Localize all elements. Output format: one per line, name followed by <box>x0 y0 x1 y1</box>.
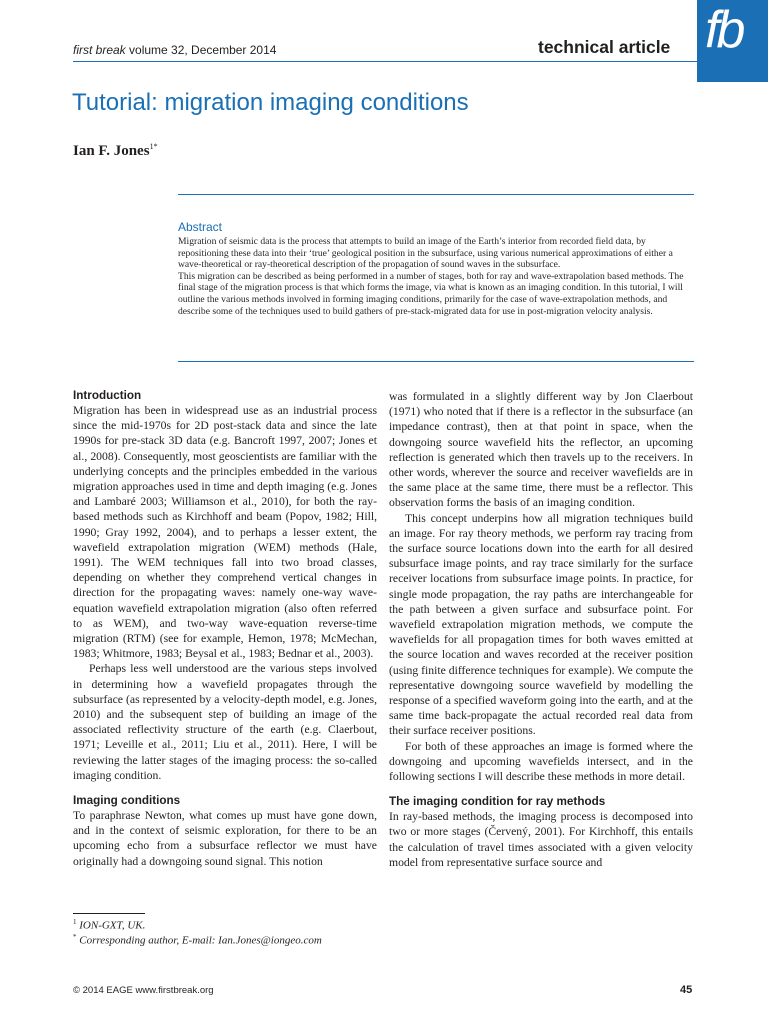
footnote-corresponding-text: Corresponding author, E-mail: Ian.Jones@iongeo.com <box>76 934 322 947</box>
journal-issue-line <box>73 43 276 57</box>
abstract-body <box>178 236 696 317</box>
abstract-rule-top <box>178 194 694 195</box>
footnote-corresponding <box>73 933 322 947</box>
right-paragraph-1: was formulated in a slightly different way by Jon Claerbout (1971) who noted that if there is a reflector in the subsurface (an impedance contrast), then at that point in space, when the downgoing source wavefield hits the reflector, an upcoming reflection is generated which then travels up to the receivers. In other words, wherever the source and receiver wavefields are in the same place at the same time, there must be a reflector. This observation forms the basis of an imaging condition. <box>389 390 693 510</box>
author-name: Ian F. Jones <box>73 143 150 159</box>
introduction-paragraph-1: Migration has been in widespread use as an industrial process since the mid-1970s for 2D post-stack data and since the late 1990s for pre-stack 3D data (e.g. Bancroft 1997, 2007; Jones et al., 2008). Consequently, most geoscientists are familiar with the underlying concepts and the principles embedded in the various migration approaches used in time and depth imaging (e.g. Jones and Lambaré 2003; Williamson et al., 2010), for both the ray-based methods such as Kirchhoff and beam (Popov, 1982; Hill, 1990; Gray 1992, 2004), and to perhaps a lesser extent, the wavefield extrapolation migration (WEM) methods (Hale, 1991). The WEM techniques fall into two broad classes, depending on whether they comprehend vertical changes in direction for the propagating waves: namely one-way wave-equation wavefield extrapolation migration (also often referred to as WEM), and two-way wave-equation reverse-time migration (RTM) (see for example, Hemon, 1978; McMechan, 1983; Whitmore, 1983; Beysal et al., 1983; Bednar et al., 2003). <box>73 404 377 661</box>
ray-methods-paragraph-1: In ray-based methods, the imaging process is decomposed into two or more stages (Červený, 2001). For Kirchhoff, this entails the calculation of travel times associated with a given velocity model from representative surface source and <box>389 810 693 869</box>
right-paragraph-3: For both of these approaches an image is formed where the downgoing and upcoming wavefields intersect, and in the following sections I will describe these methods in more detail. <box>389 739 693 784</box>
introduction-heading: Introduction <box>73 389 142 402</box>
journal-logo <box>697 0 768 82</box>
imaging-conditions-heading: Imaging conditions <box>73 794 181 808</box>
footnote-affiliation <box>73 918 145 932</box>
abstract-heading: Abstract <box>178 220 223 234</box>
abstract-rule-bottom <box>178 361 694 362</box>
imaging-conditions-paragraph-1: To paraphrase Newton, what comes up must have gone down, and in the context of seismic exploration, for there to be an upcoming echo from a subsurface reflector we must have originally had a downgoing sound signal. This notion <box>73 809 377 868</box>
journal-name: first break <box>73 43 126 57</box>
copyright-line: © 2014 EAGE www.firstbreak.org <box>73 985 214 996</box>
article-title: Tutorial: migration imaging conditions <box>72 89 469 116</box>
abstract-paragraph-1: Migration of seismic data is the process that attempts to build an image of the Earth’s interior from recorded field data, by repositioning these data into their ‘true’ geological position in the subsurface, using various numerical approximations of either a wave-theoretical or ray-theoretical description of the propagation of sound waves in the subsurface. <box>178 236 673 271</box>
abstract-paragraph-2: This migration can be described as being performed in a number of stages, both for ray and wave-extrapolation based methods. The final stage of the migration process is that which forms the image, via what is known as an imaging condition. In this tutorial, I will outline the various methods involved in forming imaging conditions, primarily for the case of wave-extrapolation methods, and describe some of the techniques used to build gathers of pre-stack-migrated data for use in post-migration velocity analysis. <box>178 270 684 317</box>
section-label: technical article <box>538 37 671 57</box>
introduction-paragraph-2: Perhaps less well understood are the various steps involved in determining how a wavefield propagates through the subsurface (as represented by a velocity-depth model, e.g. Jones, 2010) and the subsequent step of building an image of the associated reflectivity structure of the earth (e.g. Claerbout, 1971; Leveille et al., 2011; Liu et al., 2011). Here, I will be reviewing the latter stages of the imaging process: the so-called imaging condition. <box>73 662 377 782</box>
right-column <box>389 389 693 870</box>
header-rule <box>73 61 697 62</box>
footnote-mark-1: 1 <box>73 918 77 926</box>
ray-methods-heading: The imaging condition for ray methods <box>389 795 606 809</box>
footnote-mark-2: * <box>73 933 77 941</box>
logo-text: fb <box>705 1 743 59</box>
author-line <box>73 142 158 160</box>
footnote-affiliation-text: ION-GXT, UK. <box>76 919 146 932</box>
author-affiliation-marks: 1* <box>149 142 158 151</box>
journal-volume-date: volume 32, December 2014 <box>125 43 277 57</box>
right-paragraph-2: This concept underpins how all migration techniques build an image. For ray theory methods, we perform ray tracing from the surface source locations down into the earth for all desired subsurface image points, and ray trace similarly for the surface receiver locations from subsurface image points. In practice, for single mode propagation, the ray paths are interchangeable for the path between a given surface and subsurface point. For wavefield extrapolation migration methods, we compute the wavefields for all propagation times for both waves emitted at the source location and waves recorded at the receiver position (using finite difference techniques for example). We compute the representative downgoing source wavefield by modelling the response of a specified waveform going into the earth, and at the same time back-propagate the actual recorded real data from their surface receiver positions. <box>389 511 694 738</box>
footnote-rule <box>73 913 145 914</box>
page-number: 45 <box>680 984 693 996</box>
left-column <box>73 388 377 869</box>
